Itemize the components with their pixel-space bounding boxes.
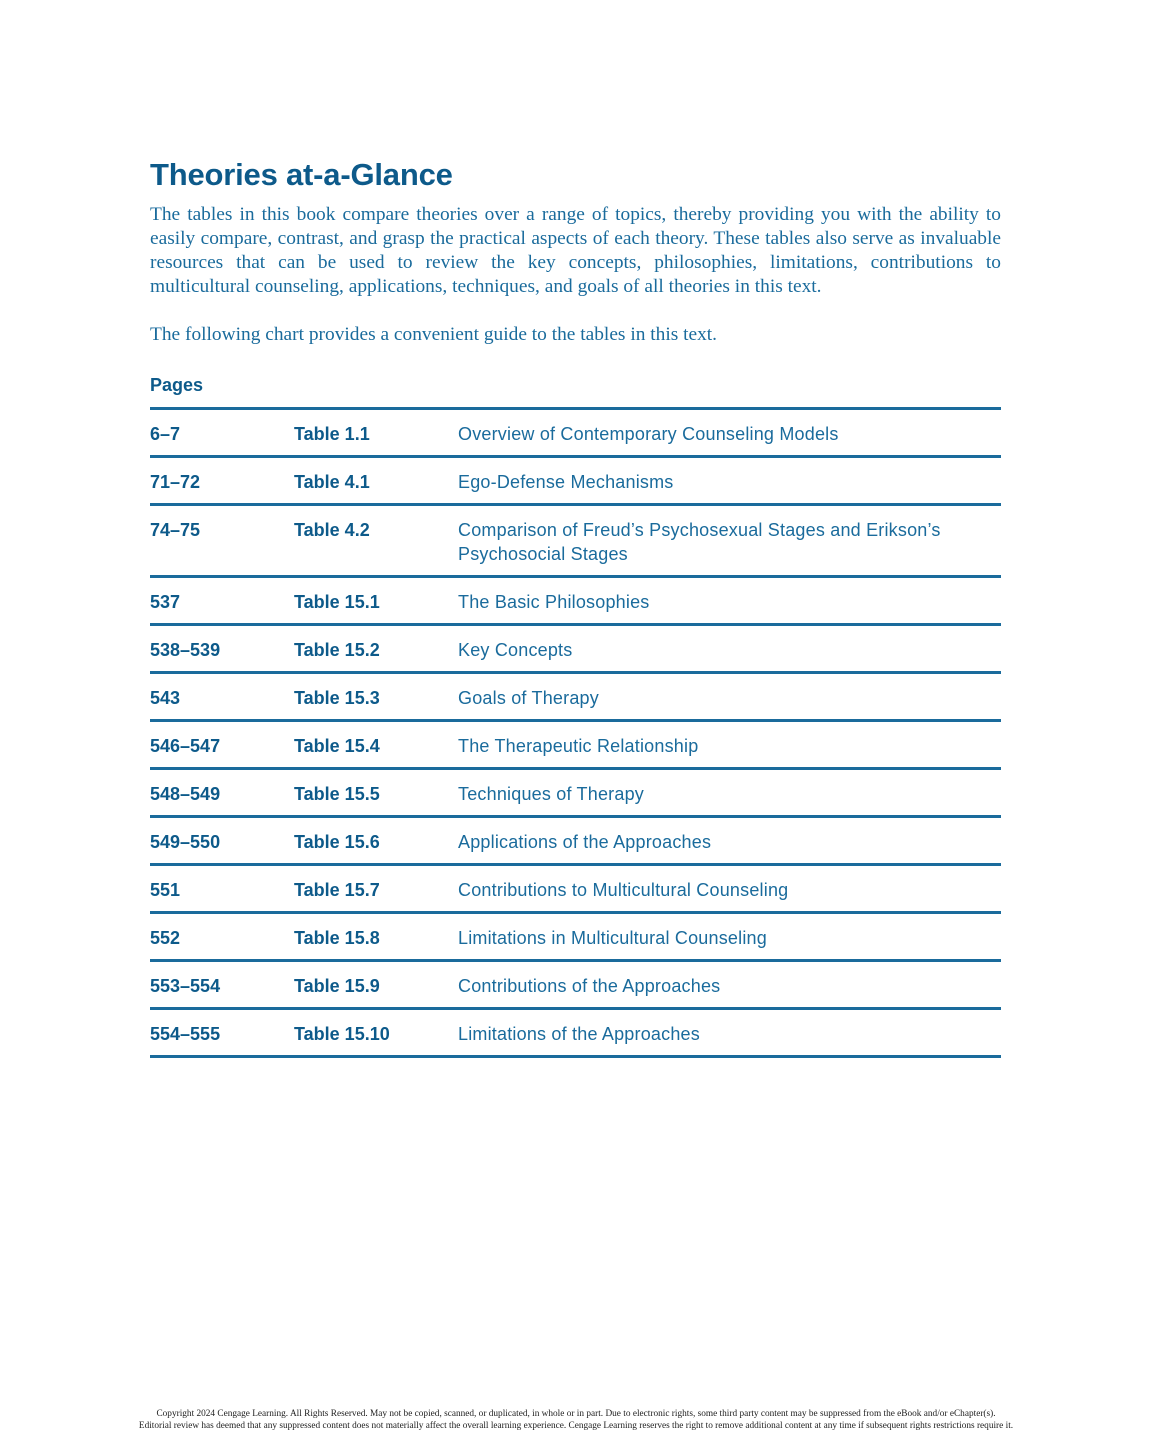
row-title: Ego-Defense Mechanisms [458,472,674,492]
row-pages: 553–554 [150,976,221,996]
row-table-number: Table 4.2 [294,520,370,540]
table-row [150,626,1001,674]
table-row [150,674,1001,722]
table-row [150,410,1001,458]
row-pages: 554–555 [150,1024,221,1044]
row-table-number: Table 15.8 [294,928,380,948]
table-row [150,962,1001,1010]
chart-guide-sentence: The following chart provides a convenient guide to the tables in this text. [150,324,718,345]
row-table-number: Table 4.1 [294,472,370,492]
row-pages: 6–7 [150,424,181,444]
row-pages: 71–72 [150,472,201,492]
row-title: Limitations of the Approaches [458,1024,700,1044]
row-table-number: Table 15.1 [294,592,380,612]
page-title: Theories at-a-Glance [150,157,453,192]
row-title: Overview of Contemporary Counseling Models [458,424,839,444]
row-table-number: Table 15.9 [294,976,380,996]
row-title: Contributions to Multicultural Counseling [458,880,789,900]
table-row [150,506,1001,578]
row-pages: 543 [150,688,181,708]
copyright-footer [0,1408,1152,1432]
table-row [150,1010,1001,1058]
row-pages: 548–549 [150,784,221,804]
table-header-pages: Pages [150,373,1001,410]
table-row [150,458,1001,506]
row-title: Goals of Therapy [458,688,599,708]
row-title: Limitations in Multicultural Counseling [458,928,767,948]
row-pages: 74–75 [150,520,201,540]
row-pages: 537 [150,592,181,612]
row-table-number: Table 15.3 [294,688,380,708]
row-pages: 552 [150,928,181,948]
table-row [150,722,1001,770]
row-table-number: Table 1.1 [294,424,370,444]
row-title: The Therapeutic Relationship [458,736,699,756]
row-title: Key Concepts [458,640,573,660]
row-pages: 551 [150,880,181,900]
row-title: Techniques of Therapy [458,784,644,804]
table-row [150,914,1001,962]
row-pages: 546–547 [150,736,221,756]
row-table-number: Table 15.2 [294,640,380,660]
page-content [150,155,1001,1058]
copyright-line-2: Editorial review has deemed that any suppressed content does not materially affect the overall learning experience. Cengage Learning reserves the right to remove additional content at any time if subsequent rights restrictions require it. [138,1421,1014,1431]
table-row [150,866,1001,914]
row-title: Contributions of the Approaches [458,976,721,996]
table-row [150,770,1001,818]
row-table-number: Table 15.4 [294,736,380,756]
intro-paragraph: The tables in this book compare theories over a range of topics, thereby providing you with the ability to easily compare, contrast, and grasp the practical aspects of each theory. These tables also serve as invaluable resources that can be used to review the key concepts, philosophies, limitations, contributions to multicultural counseling, applications, techniques, and goals of all theories in this text. [150,204,1001,297]
row-title: Comparison of Freud’s Psychosexual Stages and Erikson’s Psychosocial Stages [458,520,941,564]
row-pages: 538–539 [150,640,221,660]
row-table-number: Table 15.7 [294,880,380,900]
row-table-number: Table 15.6 [294,832,380,852]
row-table-number: Table 15.5 [294,784,380,804]
copyright-line-1: Copyright 2024 Cengage Learning. All Rights Reserved. May not be copied, scanned, or duplicated, in whole or in part. Due to electronic rights, some third party content may be suppressed from the eBook and/or eChapter(s). [156,1409,996,1419]
row-table-number: Table 15.10 [294,1024,390,1044]
row-title: The Basic Philosophies [458,592,650,612]
table-row [150,578,1001,626]
row-title: Applications of the Approaches [458,832,712,852]
row-pages: 549–550 [150,832,221,852]
tables-guide [150,410,1001,1058]
table-row [150,818,1001,866]
